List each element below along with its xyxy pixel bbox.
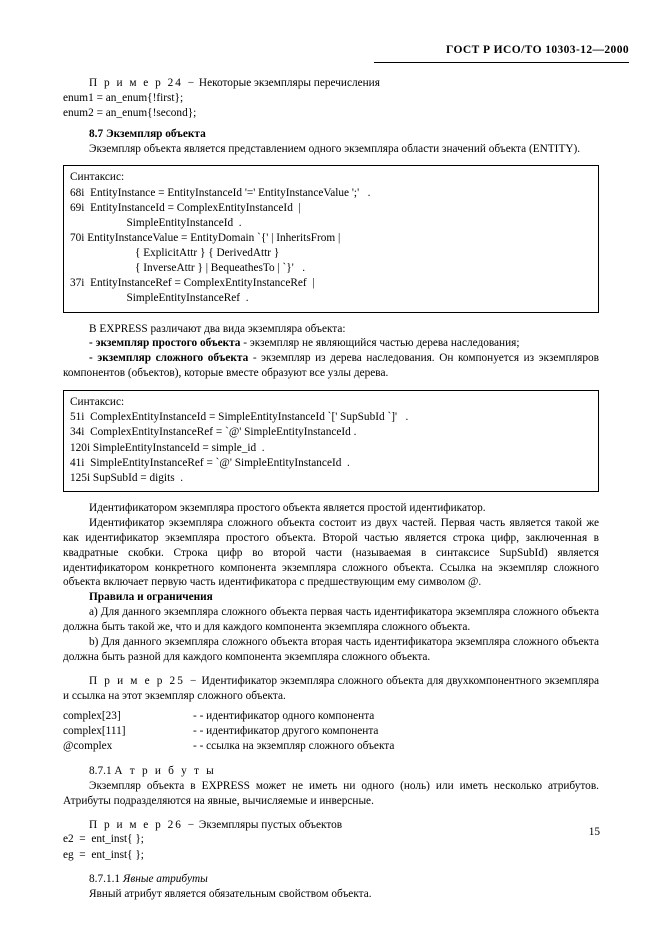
syntax-box-instance-id: [63, 390, 599, 492]
header-divider: [374, 62, 629, 63]
example-25-code: complex[111]: [63, 725, 126, 738]
example-25-row: [63, 739, 599, 754]
syntax-label: Синтаксис:: [70, 171, 125, 184]
express-kind-complex-label: - экземпляр сложного объекта: [89, 352, 249, 365]
syntax-rule-line: SimpleEntityInstanceRef .: [70, 292, 249, 305]
syntax-label: Синтаксис:: [70, 396, 125, 409]
example-24-code-line: enum2 = an_enum{!second};: [63, 107, 197, 120]
example-26-title: Экземпляры пустых объектов: [196, 818, 343, 831]
syntax-rule-line: 51i ComplexEntityInstanceId = SimpleEntityInstanceId `[' SupSubId `]' .: [70, 411, 409, 424]
section-8-7-heading: 8.7 Экземпляр объекта: [89, 127, 206, 140]
syntax-rule-line: 37i EntityInstanceRef = ComplexEntityInstanceRef |: [70, 277, 315, 290]
example-25-lead: [63, 674, 599, 704]
express-kind-simple-desc: - экземпляр не являющийся частью дерева наследования;: [240, 337, 520, 350]
example-26-label: П р и м е р 26 −: [89, 818, 197, 831]
example-25-code: @complex: [63, 740, 113, 753]
example-24-title: Некоторые экземпляры перечисления: [196, 77, 380, 89]
section-8-7-paragraph: Экземпляр объекта является представлением одного экземпляра области значений объекта (ENTITY).: [89, 142, 581, 155]
rule-item-b: b) Для данного экземпляра сложного объекта вторая часть идентификатора экземпляра сложного объекта должна быть разной для каждого компонента экземпляра сложного объекта.: [63, 636, 599, 663]
syntax-rule-line: 125i SupSubId = digits .: [70, 471, 184, 484]
syntax-rule-line: 69i EntityInstanceId = ComplexEntityInstanceId |: [70, 201, 301, 214]
syntax-rule-line: SimpleEntityInstanceId .: [70, 216, 242, 229]
section-8-7-1-paragraph: Экземпляр объекта в EXPRESS может не иметь ни одного (ноль) или иметь несколько атрибутов. Атрибуты подразделяются на явные, вычисляемые и инверсные.: [63, 779, 599, 807]
example-25-comment: - - идентификатор одного компонента: [193, 709, 375, 722]
section-8-7-1-title: А т р и б у т ы: [114, 764, 216, 777]
example-25-row: [63, 724, 599, 739]
syntax-rule-line: 120i SimpleEntityInstanceId = simple_id .: [70, 441, 265, 454]
section-8-7-1-1-title: Явные атрибуты: [122, 873, 208, 886]
express-kind-complex: [63, 351, 599, 381]
section-8-7-1-1-heading: [63, 872, 599, 887]
page-content: [63, 76, 599, 902]
example-25-label: П р и м е р 25 −: [89, 674, 199, 687]
express-kinds-intro: В EXPRESS различают два вида экземпляра объекта:: [89, 322, 346, 335]
syntax-rule-line: 68i EntityInstance = EntityInstanceId '=' EntityInstanceValue ';' .: [70, 186, 371, 199]
example-25-comment: - - ссылка на экземпляр сложного объекта: [193, 740, 395, 753]
syntax-rule-line: { ExplicitAttr } { DerivedAttr }: [70, 247, 280, 260]
identifier-paragraph-complex: Идентификатор экземпляра сложного объекта состоит из двух частей. Первая часть является такой же как идентификатор экземпляра простого объекта. Второй частью является строка цифр, заключенная в квадратные скобки. Строка цифр во второй части (называемая в синтаксисе SupSubId) является идентификатором конкретного компонента экземпляра сложного объекта. Ссылка на экземпляр сложного объекта включает первую часть идентификатора с предшествующим ему символом @.: [63, 516, 599, 589]
example-24-label: П р и м е р 24 −: [89, 77, 197, 89]
example-25-row: [63, 709, 599, 724]
section-8-7-1-1-paragraph: Явный атрибут является обязательным свойством объекта.: [89, 888, 372, 901]
syntax-rule-line: { InverseAttr } | BequeathesTo | `}' .: [70, 262, 306, 275]
syntax-rule-line: 70i EntityInstanceValue = EntityDomain `{' | InheritsFrom |: [70, 231, 341, 244]
rule-item-a: a) Для данного экземпляра сложного объекта первая часть идентификатора экземпляра сложного объекта должна быть такой же, что и для каждого компонента экземпляра сложного объекта.: [63, 606, 599, 634]
express-kind-simple-label: - экземпляр простого объекта: [89, 337, 241, 350]
syntax-rule-line: 34i ComplexEntityInstanceRef = `@' SimpleEntityInstanceId .: [70, 426, 357, 439]
example-25-title: Идентификатор экземпляра сложного объекта для двухкомпонентного экземпляра и ссылка на этот экземпляр сложного объекта.: [63, 674, 599, 702]
section-8-7-1-number: 8.7.1: [89, 764, 115, 777]
identifier-paragraph-simple: Идентификатором экземпляра простого объекта является простой идентификатор.: [89, 501, 486, 514]
section-8-7-1-heading: [63, 764, 599, 779]
section-8-7-1-1-number: 8.7.1.1: [89, 873, 123, 886]
example-25-code: complex[23]: [63, 709, 121, 722]
syntax-box-entity-instance: [63, 165, 599, 312]
page-number: 15: [588, 826, 600, 838]
example-26-code-line: e2 = ent_inst{ };: [63, 833, 144, 846]
page-header-title: ГОСТ Р ИСО/ТО 10303-12—2000: [446, 44, 629, 56]
example-25-comment: - - идентификатор другого компонента: [193, 725, 379, 738]
express-kind-simple: [63, 336, 599, 351]
example-26-code-line: eg = ent_inst{ };: [63, 848, 144, 861]
example-24-code-line: enum1 = an_enum{!first};: [63, 91, 184, 104]
example-24-lead: [63, 76, 599, 91]
rules-heading: Правила и ограничения: [89, 591, 213, 604]
syntax-rule-line: 41i SimpleEntityInstanceRef = `@' SimpleEntityInstanceId .: [70, 456, 350, 469]
express-kind-complex-desc: - экземпляр из дерева наследования. Он компонуется из экземпляров компонентов (объектов), которые вместе образуют все узлы дерева.: [63, 352, 599, 380]
